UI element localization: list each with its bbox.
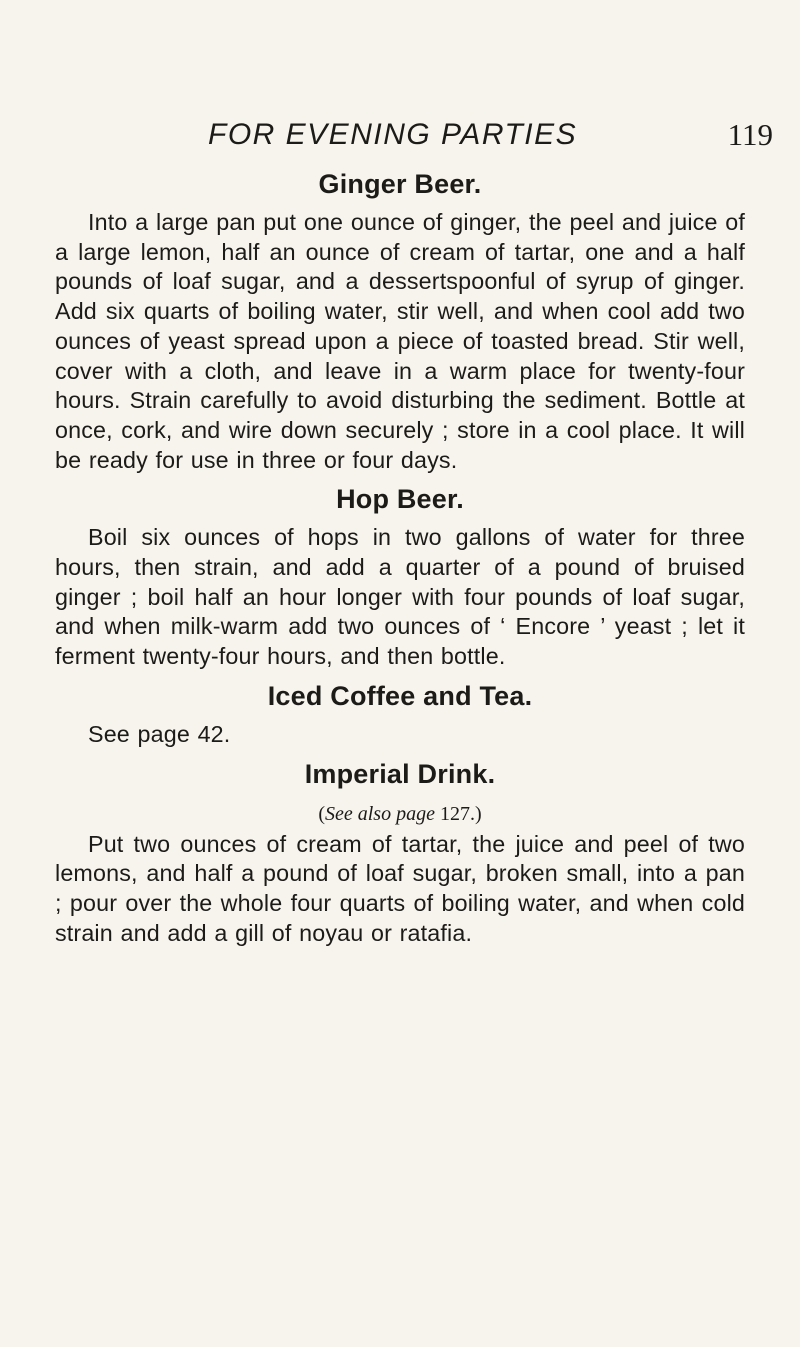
page-number: 119 [727, 117, 773, 152]
note-rest: 127.) [434, 802, 482, 825]
recipe-text: See page 42. [88, 720, 231, 747]
page-content [55, 160, 745, 948]
running-head [0, 118, 800, 158]
running-title: FOR EVENING PARTIES [208, 118, 578, 151]
note-italic: See also page [325, 802, 435, 825]
recipe-hop-beer [55, 475, 745, 672]
note-open: ( [318, 802, 325, 825]
recipe-title: Iced Coffee and Tea. [267, 680, 533, 711]
cross-reference-note [55, 798, 745, 830]
recipe-text: Put two ounces of cream of tartar, the juice and peel of two lemons, and half a pound of loaf sugar, broken small, into a pan ; pour over the whole four quarts of boiling water, and when cold strain and add a gill of noyau or ratafia. [55, 830, 745, 946]
recipe-title: Hop Beer. [336, 484, 464, 515]
recipe-imperial-drink [55, 750, 745, 949]
recipe-title: Ginger Beer. [318, 169, 482, 199]
recipe-text: Into a large pan put one ounce of ginger, the peel and juice of a large lemon, half an ounce of cream of tartar, one and a half pounds of loaf sugar, and a dessertspoonful of syrup of ginger. Add six quarts of boiling water, stir well, and when cool add two ounces of yeast spread upon a piece of toasted bread. Stir well, cover with a cloth, and leave in a warm place for twenty-four hours. Strain carefully to avoid disturbing the sediment. Bottle at once, cork, and wire down securely ; store in a cool place. It will be ready for use in three or four days. [55, 209, 745, 473]
recipe-iced-coffee-and-tea [55, 672, 745, 750]
recipe-text: Boil six ounces of hops in two gallons of water for three hours, then strain, and add a quarter of a pound of bruised ginger ; boil half an hour longer with four pounds of loaf sugar, and when milk-warm add two ounces of ‘ Encore ’ yeast ; let it ferment twenty-four hours, and then bottle. [55, 524, 745, 670]
recipe-title: Imperial Drink. [304, 758, 496, 789]
recipe-ginger-beer [55, 160, 745, 475]
